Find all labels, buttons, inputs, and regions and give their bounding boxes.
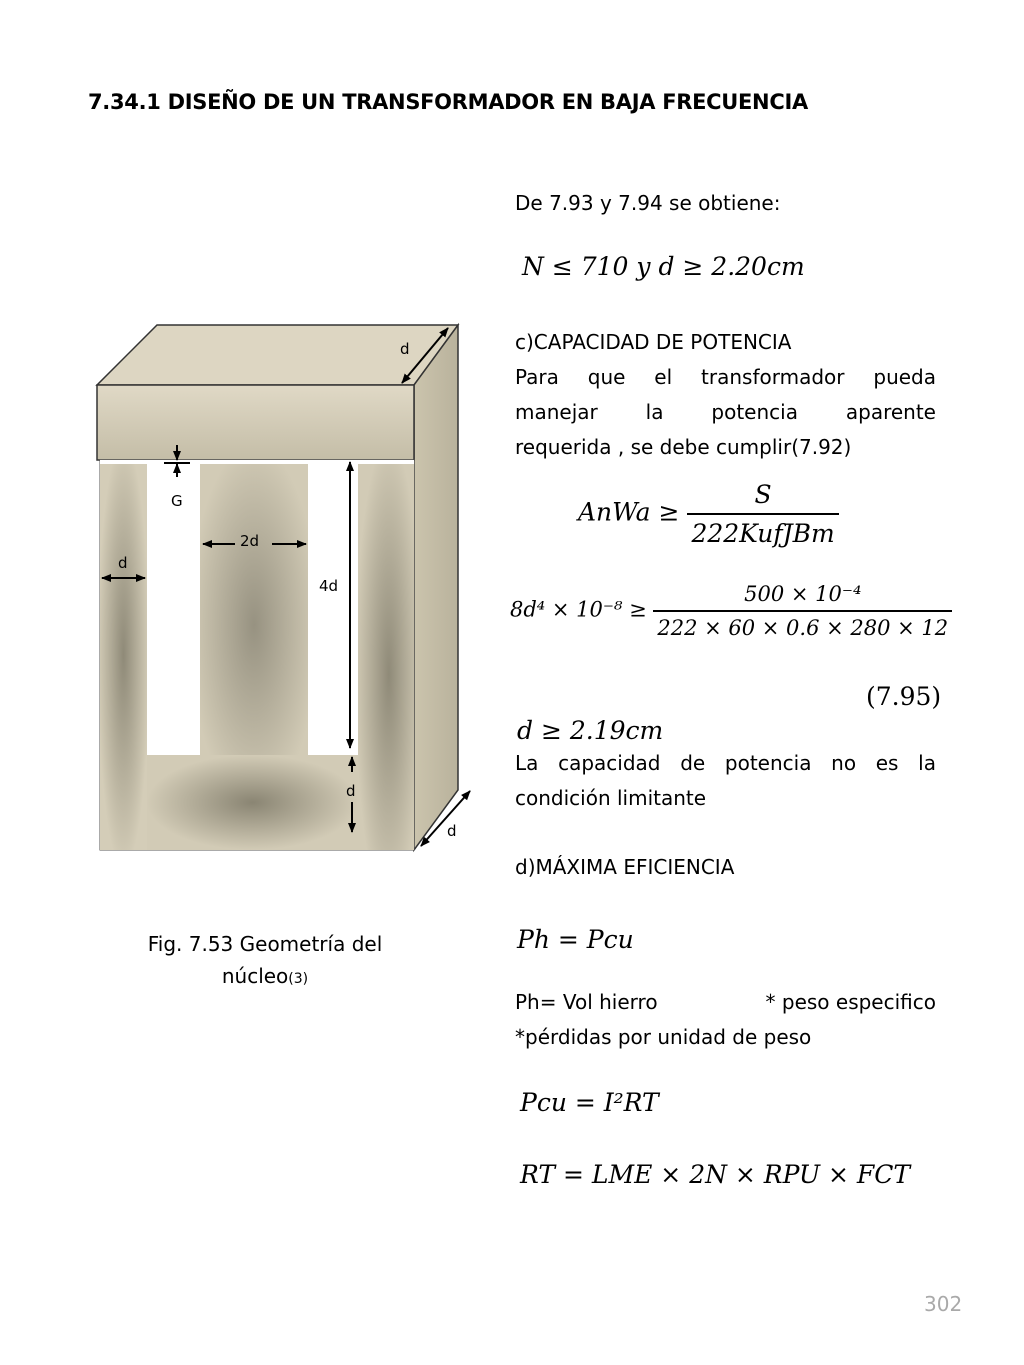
section-d-heading: d)MÁXIMA EFICIENCIA bbox=[515, 855, 735, 879]
equation-ph: Ph = Pcu bbox=[517, 925, 634, 954]
page-heading: 7.34.1 DISEÑO DE UN TRANSFORMADOR EN BAJA FRECUENCIA bbox=[88, 90, 808, 114]
para-limit-line1: La capacidad de potencia no es la bbox=[515, 751, 936, 775]
para-c-line3: requerida , se debe cumplir(7.92) bbox=[515, 435, 852, 459]
equation-power-fraction bbox=[687, 480, 838, 548]
equation-rt: RT = LME × 2N × RPU × FCT bbox=[520, 1160, 911, 1189]
section-c-heading: c)CAPACIDAD DE POTENCIA bbox=[515, 330, 792, 354]
core-right-leg bbox=[358, 460, 414, 850]
dim-label-gap: G bbox=[171, 492, 183, 510]
ph-definition-line1 bbox=[515, 985, 936, 1020]
equation-d: d ≥ 2.19cm bbox=[517, 716, 664, 745]
figure-caption bbox=[120, 928, 410, 995]
equation-power-num: S bbox=[687, 480, 838, 515]
equation-numeric-num: 500 × 10⁻⁴ bbox=[653, 582, 952, 612]
core-side-face bbox=[414, 325, 458, 850]
equation-power-lhs: AnWa ≥ bbox=[578, 497, 680, 527]
figure-caption-line1: Fig. 7.53 Geometría del bbox=[147, 932, 383, 956]
para-c-line2: manejar la potencia aparente bbox=[515, 400, 936, 424]
core-geometry-figure bbox=[80, 310, 480, 870]
equation-number: (7.95) bbox=[866, 682, 942, 711]
text-from: De 7.93 y 7.94 se obtiene: bbox=[515, 191, 781, 215]
dim-label-4d: 4d bbox=[319, 577, 339, 595]
dim-label-d-top: d bbox=[400, 340, 410, 358]
core-left-leg bbox=[100, 460, 147, 850]
figure-caption-line2 bbox=[120, 960, 410, 995]
ph-definition-part-a: Ph= Vol hierro bbox=[515, 990, 658, 1014]
core-bottom-yoke bbox=[147, 755, 358, 850]
equation-power bbox=[578, 480, 839, 548]
para-c-line1: Para que el transformador pueda bbox=[515, 365, 936, 389]
equation-pcu: Pcu = I²RT bbox=[520, 1088, 659, 1117]
figure-caption-ref: (3) bbox=[288, 971, 309, 987]
core-center-leg bbox=[200, 460, 308, 760]
ph-definition-part-b: * peso especifico bbox=[765, 990, 936, 1014]
core-top-yoke bbox=[97, 385, 414, 460]
page-number: 302 bbox=[924, 1292, 963, 1316]
equation-numeric-lhs: 8d⁴ × 10⁻⁸ ≥ bbox=[510, 597, 647, 622]
dim-label-d-left: d bbox=[118, 554, 128, 572]
ph-definition-line2: *pérdidas por unidad de peso bbox=[515, 1025, 812, 1049]
dim-label-2d: 2d bbox=[240, 532, 260, 550]
equation-numeric-den: 222 × 60 × 0.6 × 280 × 12 bbox=[657, 616, 949, 640]
dim-label-d-bottom: d bbox=[346, 782, 356, 800]
equation-numeric bbox=[510, 582, 952, 640]
para-limit-line2: condición limitante bbox=[515, 786, 707, 810]
figure-caption-text: núcleo bbox=[221, 964, 289, 988]
equation-power-den: 222KufJBm bbox=[691, 519, 835, 548]
dim-label-d-depth: d bbox=[447, 822, 457, 840]
equation-n-d: N ≤ 710 y d ≥ 2.20cm bbox=[522, 252, 805, 281]
equation-numeric-fraction bbox=[653, 582, 952, 640]
